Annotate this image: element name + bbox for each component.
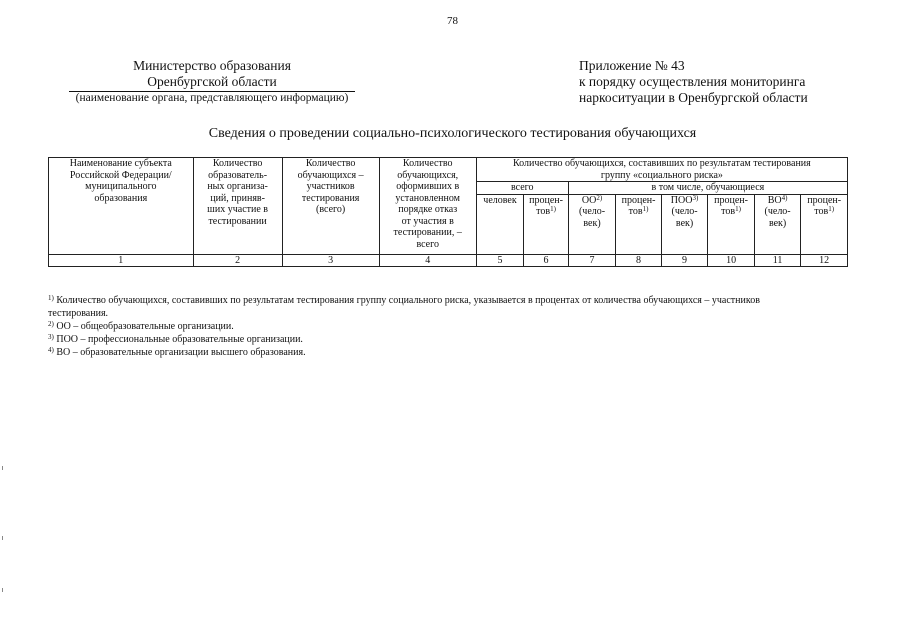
- header-oo-percent: [616, 194, 662, 254]
- column-number: 8: [616, 254, 662, 267]
- ppo-label: ПОО: [670, 194, 693, 206]
- percent-label: процен- тов: [714, 194, 748, 217]
- header-total-percent: [524, 194, 568, 254]
- column-number: 6: [524, 254, 568, 267]
- footnote-3-text: ПОО – профессиональные образовательные организации.: [53, 334, 303, 345]
- footnote-3-mark: 3): [48, 333, 54, 341]
- footnote-ref-1: 1): [735, 205, 741, 213]
- scan-edge-mark: [2, 536, 3, 540]
- header-oo-people: [568, 194, 616, 254]
- oo-label: ОО: [581, 194, 597, 206]
- footnotes: [48, 294, 808, 359]
- header-total: всего: [476, 182, 568, 195]
- column-number: 3: [282, 254, 379, 267]
- people-label: (чело- век): [671, 206, 698, 229]
- document-title: Сведения о проведении социально-психологического тестирования обучающихся: [208, 126, 697, 141]
- footnote-4-mark: 4): [48, 346, 54, 354]
- column-number: 9: [661, 254, 708, 267]
- ministry-line1: Министерство образования: [133, 58, 291, 73]
- column-numbers-row: [49, 254, 848, 267]
- ministry-block: [52, 58, 372, 105]
- footnote-2: [48, 320, 808, 333]
- column-number: 10: [708, 254, 755, 267]
- header-ppo-people: [661, 194, 708, 254]
- vo-label: ВО: [767, 194, 782, 206]
- footnote-4-text: ВО – образовательные организации высшего образования.: [53, 347, 306, 358]
- column-number: 1: [49, 254, 194, 267]
- header-refusals-count: Количество обучающихся, оформивших в установленном порядке отказ от участия в тестировании, – всего: [379, 158, 476, 255]
- header-including: в том числе, обучающиеся: [568, 182, 847, 195]
- footnote-2-mark: 2): [48, 320, 54, 328]
- ministry-caption: (наименование органа, представляющего информацию): [75, 92, 349, 104]
- header-vo-people: [754, 194, 801, 254]
- footnote-1-text: Количество обучающихся, составивших по результатам тестирования группу социального риска, указывается в процентах от количества обучающихся – участников тестирования.: [48, 295, 760, 319]
- report-table: [48, 157, 848, 267]
- percent-label: процен- тов: [807, 194, 842, 217]
- column-number: 12: [801, 254, 848, 267]
- column-number: 11: [754, 254, 801, 267]
- column-number: 2: [193, 254, 282, 267]
- footnote-2-text: ОО – общеобразовательные организации.: [53, 321, 234, 332]
- footnote-ref-4: 4): [781, 193, 788, 202]
- percent-label: процен- тов: [621, 194, 656, 217]
- footnote-1: [48, 294, 808, 320]
- scan-edge-mark: [2, 588, 3, 592]
- ministry-line2: Оренбургской области: [147, 74, 277, 89]
- header-org-count: Количество образователь- ных организа- ций, приняв- ших участие в тестировании: [193, 158, 282, 255]
- scan-edge-mark: [2, 466, 3, 470]
- footnote-ref-2: 2): [596, 193, 603, 202]
- footnote-3: [48, 333, 808, 346]
- header-subject-name: Наименование субъекта Российской Федерации/ муниципального образования: [49, 158, 194, 255]
- appendix-line2: к порядку осуществления мониторинга: [579, 74, 806, 89]
- column-number: 4: [379, 254, 476, 267]
- people-label: (чело- век): [764, 206, 791, 229]
- header-risk-group: Количество обучающихся, составивших по результатам тестирования группу «социального риска»: [476, 158, 847, 182]
- footnote-ref-3: 3): [692, 193, 699, 202]
- footnote-4: [48, 346, 808, 359]
- percent-label: процен- тов: [529, 194, 563, 217]
- footnote-ref-1: 1): [828, 205, 835, 213]
- column-number: 5: [476, 254, 524, 267]
- appendix-line3: наркоситуации в Оренбургской области: [579, 90, 808, 105]
- column-number: 7: [568, 254, 616, 267]
- page-number: 78: [447, 15, 458, 27]
- footnote-1-mark: 1): [48, 294, 54, 302]
- footnote-ref-1: 1): [550, 205, 556, 213]
- header-participants-count: Количество обучающихся – участников тестирования (всего): [282, 158, 379, 255]
- header-ppo-percent: [708, 194, 755, 254]
- footnote-ref-1: 1): [642, 205, 649, 213]
- appendix-line1: Приложение № 43: [579, 58, 685, 73]
- header-total-people: человек: [476, 194, 524, 254]
- people-label: (чело- век): [578, 206, 606, 229]
- appendix-block: [579, 58, 808, 106]
- header-vo-percent: [801, 194, 848, 254]
